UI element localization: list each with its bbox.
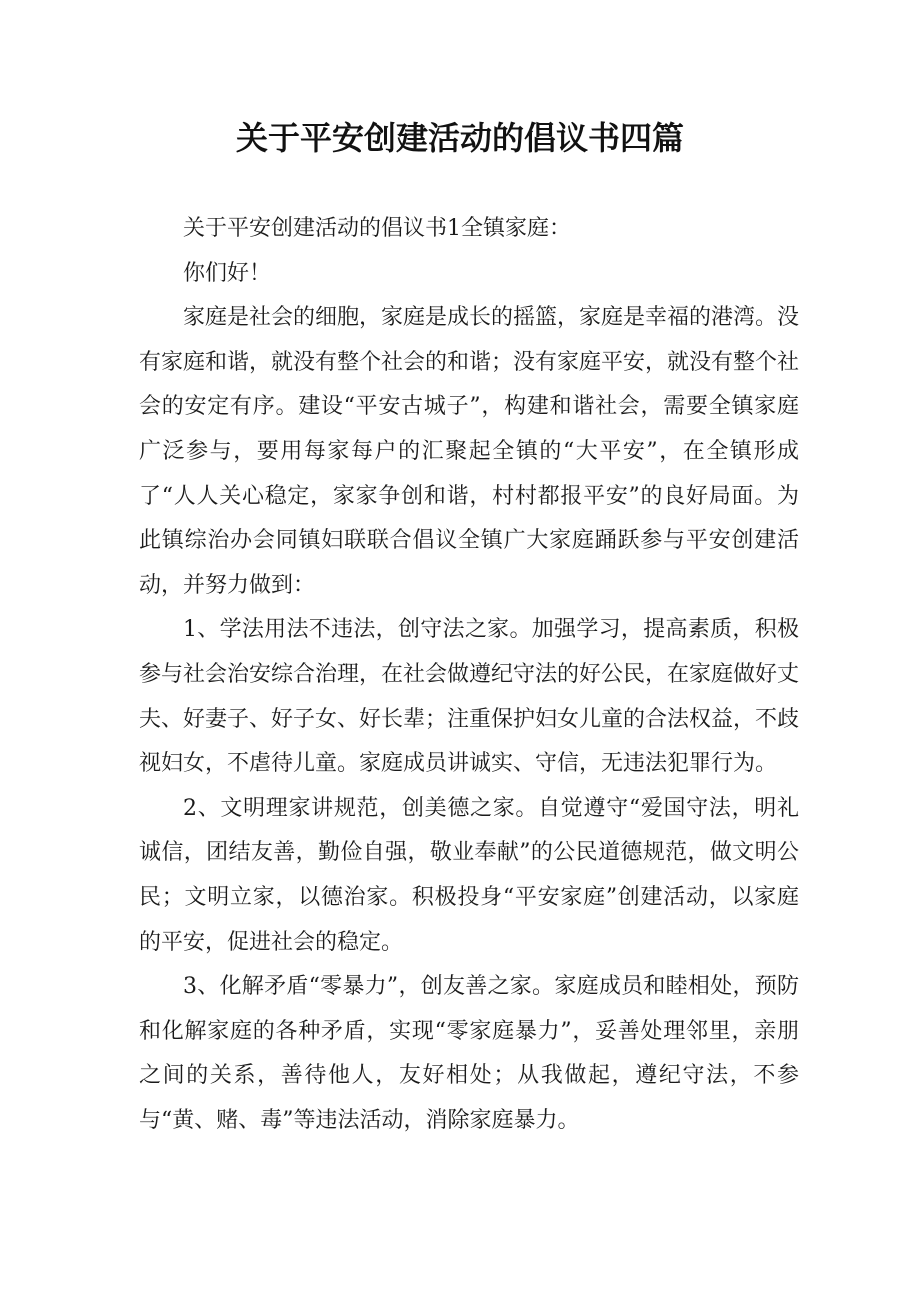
paragraph-salutation: 你们好！ bbox=[183, 260, 272, 286]
paragraph-item-2: 2、文明理家讲规范，创美德之家。自觉遵守“爱国守法，明礼诚信，团结友善，勤俭自强，敬业奉献”的公民道德规范，做文明公民；文明立家，以德治家。积极投身“平安家庭”创建活动，以家庭的平安，促进社会的稳定。 bbox=[139, 795, 799, 955]
paragraph-item-1: 1、学法用法不违法，创守法之家。加强学习，提高素质，积极参与社会治安综合治理，在社会做遵纪守法的好公民，在家庭做好丈夫、好妻子、好子女、好长辈；注重保护妇女儿童的合法权益，不歧视妇女，不虐待儿童。家庭成员讲诚实、守信，无违法犯罪行为。 bbox=[139, 617, 800, 777]
document-title: 关于平安创建活动的倡议书四篇 bbox=[235, 119, 684, 157]
paragraph-item-3: 3、化解矛盾“零暴力”，创友善之家。家庭成员和睦相处，预防和化解家庭的各种矛盾，实现“零家庭暴力”，妥善处理邻里，亲朋之间的关系，善待他人，友好相处；从我做起，遵纪守法，不参与“黄、赌、毒”等违法活动，消除家庭暴力。 bbox=[139, 974, 799, 1133]
paragraph-greeting-line: 关于平安创建活动的倡议书1全镇家庭： bbox=[183, 216, 571, 241]
document-body bbox=[139, 207, 799, 1143]
paragraph-intro: 家庭是社会的细胞，家庭是成长的摇篮，家庭是幸福的港湾。没有家庭和谐，就没有整个社会的和谐；没有家庭平安，就没有整个社会的安定有序。建设“平安古城子”，构建和谐社会，需要全镇家庭广泛参与，要用每家每户的汇聚起全镇的“大平安”，在全镇形成了“人人关心稳定，家家争创和谐，村村都报平安”的良好局面。为此镇综治办会同镇妇联联合倡议全镇广大家庭踊跃参与平安创建活动，并努力做到： bbox=[139, 305, 800, 598]
